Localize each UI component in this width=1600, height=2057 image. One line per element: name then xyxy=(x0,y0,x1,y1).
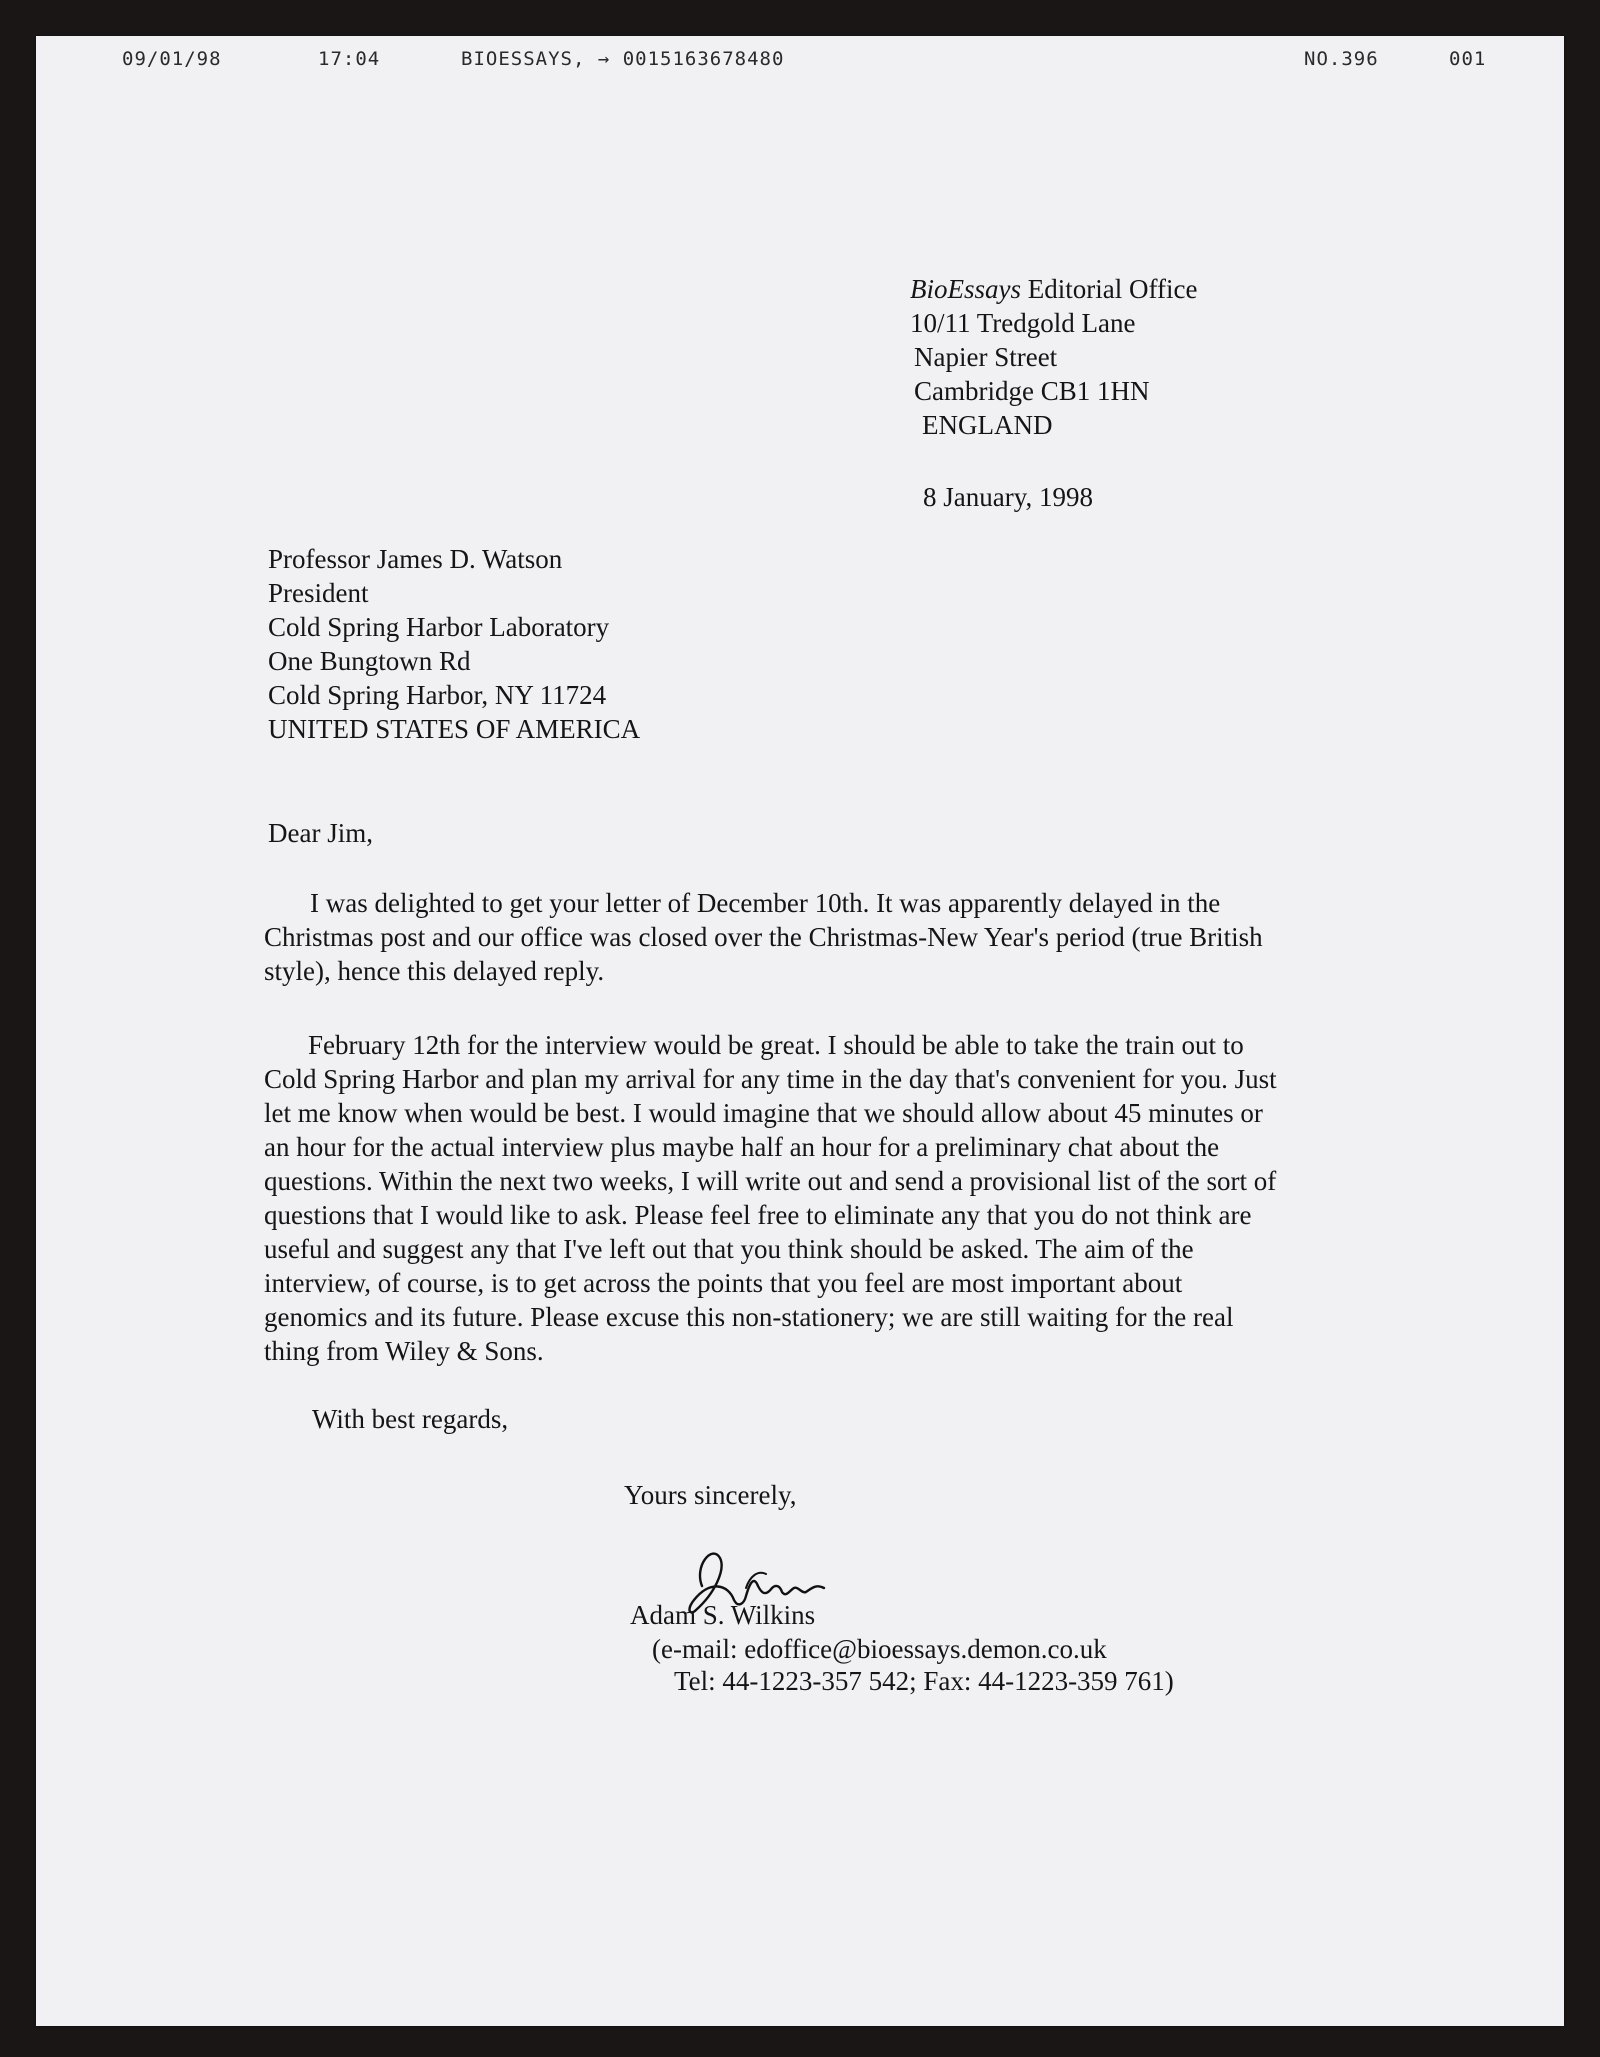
recipient-street: One Bungtown Rd xyxy=(268,646,471,676)
salutation: Dear Jim, xyxy=(268,818,373,848)
paragraph-line: an hour for the actual interview plus maybe half an hour for a preliminary chat about the xyxy=(264,1132,1220,1162)
signer-name: Adam S. Wilkins xyxy=(630,1600,816,1630)
sender-address xyxy=(910,272,1197,442)
recipient-city: Cold Spring Harbor, NY 11724 xyxy=(268,680,607,710)
recipient-address xyxy=(268,542,640,746)
paragraph-line: interview, of course, is to get across the points that you feel are most important about xyxy=(264,1268,1183,1298)
sender-line-5: ENGLAND xyxy=(922,410,1053,440)
sender-line-2: 10/11 Tredgold Lane xyxy=(910,308,1136,338)
journal-name: BioEssays xyxy=(910,274,1021,304)
paragraph-line: style), hence this delayed reply. xyxy=(264,956,605,986)
fax-number: NO.396 xyxy=(1304,48,1379,70)
office-name: Editorial Office xyxy=(1021,274,1198,304)
paragraph-line: questions. Within the next two weeks, I will write out and send a provisional list of the sort of xyxy=(264,1166,1277,1196)
paragraph-line: I was delighted to get your letter of December 10th. It was apparently delayed in the xyxy=(310,888,1221,918)
sender-org xyxy=(910,272,1197,306)
recipient-title: President xyxy=(268,578,369,608)
fax-sender: BIOESSAYS, → 0015163678480 xyxy=(461,48,785,70)
fax-time: 17:04 xyxy=(318,48,381,70)
fax-page: 001 xyxy=(1449,48,1487,70)
signer-email: (e-mail: edoffice@bioessays.demon.co.uk xyxy=(652,1634,1107,1664)
signer-phone-fax: Tel: 44-1223-357 542; Fax: 44-1223-359 761) xyxy=(674,1666,1174,1696)
letter-page xyxy=(36,36,1564,2026)
sign-off: Yours sincerely, xyxy=(624,1480,797,1510)
sender-line-3: Napier Street xyxy=(914,342,1058,372)
paragraph-line: February 12th for the interview would be great. I should be able to take the train out to xyxy=(308,1030,1244,1060)
paragraph-line: Christmas post and our office was closed over the Christmas-New Year's period (true British xyxy=(264,922,1263,952)
fax-date: 09/01/98 xyxy=(122,48,222,70)
closing: With best regards, xyxy=(312,1404,509,1434)
recipient-name: Professor James D. Watson xyxy=(268,544,563,574)
paragraph-line: questions that I would like to ask. Please feel free to eliminate any that you do not think are xyxy=(264,1200,1252,1230)
paragraph-line: thing from Wiley & Sons. xyxy=(264,1336,544,1366)
paragraph-1 xyxy=(264,886,1424,988)
sender-line-4: Cambridge CB1 1HN xyxy=(914,376,1150,406)
recipient-org: Cold Spring Harbor Laboratory xyxy=(268,612,610,642)
paragraph-line: useful and suggest any that I've left out that you think should be asked. The aim of the xyxy=(264,1234,1194,1264)
paragraph-line: genomics and its future. Please excuse this non-stationery; we are still waiting for the real xyxy=(264,1302,1234,1332)
paragraph-2 xyxy=(264,1028,1424,1368)
recipient-country: UNITED STATES OF AMERICA xyxy=(268,714,641,744)
letter-date: 8 January, 1998 xyxy=(923,482,1093,512)
paragraph-line: Cold Spring Harbor and plan my arrival for any time in the day that's convenient for you. Just xyxy=(264,1064,1277,1094)
paragraph-line: let me know when would be best. I would imagine that we should allow about 45 minutes or xyxy=(264,1098,1263,1128)
